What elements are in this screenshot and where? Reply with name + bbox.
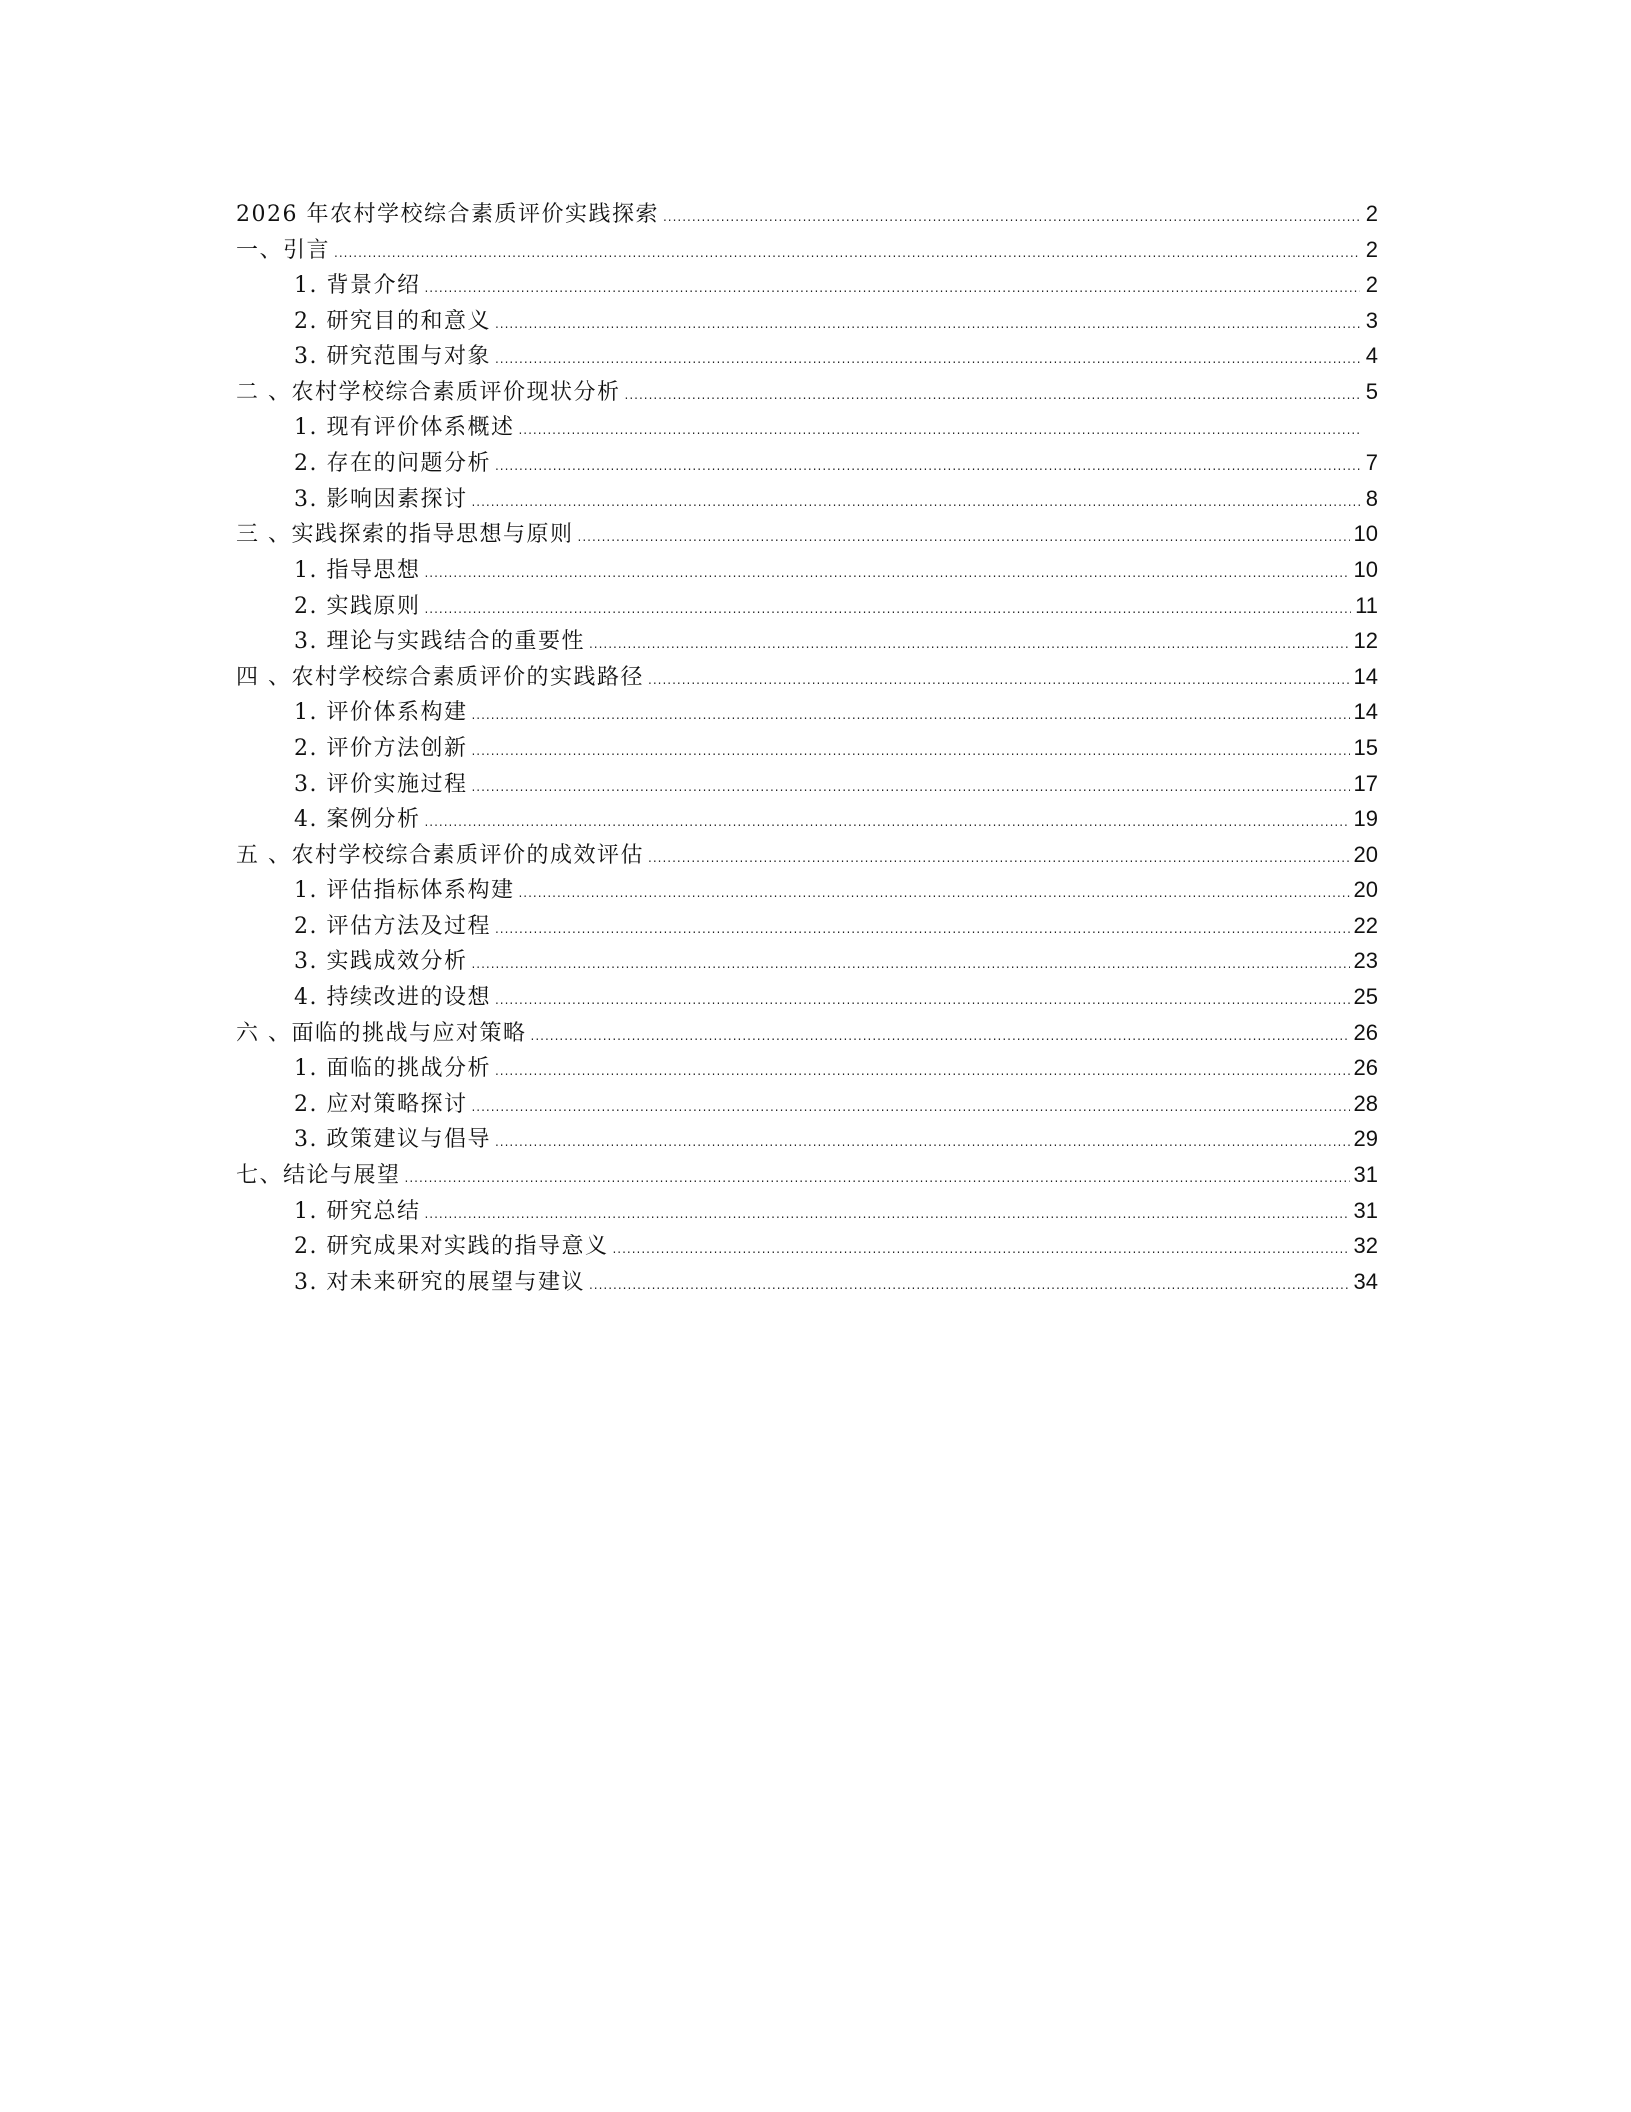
toc-dot-leader: [578, 520, 1350, 556]
toc-entry-page: 2: [1365, 236, 1378, 262]
toc-entry-page: 26: [1353, 1019, 1378, 1045]
toc-entry[interactable]: [236, 1193, 1378, 1229]
toc-entry[interactable]: [236, 481, 1378, 517]
toc-entry-page: 22: [1353, 912, 1378, 938]
toc-entry-page: 25: [1353, 984, 1378, 1010]
toc-entry[interactable]: [236, 1050, 1378, 1086]
toc-entry[interactable]: [236, 303, 1378, 339]
toc-dot-leader: [495, 1125, 1350, 1161]
toc-dot-leader: [424, 271, 1360, 307]
toc-entry[interactable]: [236, 552, 1378, 588]
toc-entry[interactable]: [236, 979, 1378, 1015]
toc-entry-page: 17: [1353, 770, 1378, 796]
toc-entry[interactable]: [236, 374, 1378, 410]
toc-entry[interactable]: [236, 410, 1378, 446]
toc-entry-page: 32: [1353, 1233, 1378, 1259]
toc-entry-title: 4. 案例分析: [294, 807, 421, 833]
toc-dot-leader: [471, 734, 1349, 770]
toc-entry[interactable]: [236, 837, 1378, 873]
toc-entry-title: 六 、面临的挑战与应对策略: [236, 1020, 527, 1046]
toc-dot-leader: [334, 236, 1360, 272]
toc-entry-title: 二 、农村学校综合素质评价现状分析: [236, 379, 621, 405]
toc-entry-title: 2. 研究成果对实践的指导意义: [294, 1234, 609, 1260]
toc-entry[interactable]: [236, 623, 1378, 659]
toc-entry-page: 20: [1353, 877, 1378, 903]
toc-dot-leader: [471, 1090, 1349, 1126]
toc-entry[interactable]: [236, 1264, 1378, 1300]
toc-entry[interactable]: [236, 196, 1378, 232]
toc-entry-title: 4. 持续改进的设想: [294, 985, 491, 1011]
toc-entry-title: 2. 评价方法创新: [294, 735, 468, 761]
toc-dot-leader: [495, 983, 1350, 1019]
toc-entry-title: 2. 应对策略探讨: [294, 1091, 468, 1117]
toc-dot-leader: [495, 1054, 1350, 1090]
toc-dot-leader: [471, 485, 1360, 521]
toc-dot-leader: [424, 805, 1349, 841]
toc-entry[interactable]: [236, 659, 1378, 695]
toc-dot-leader: [424, 1197, 1349, 1233]
toc-dot-leader: [625, 378, 1361, 414]
toc-entry[interactable]: [236, 1086, 1378, 1122]
toc-dot-leader: [424, 592, 1351, 628]
toc-entry-title: 三 、实践探索的指导思想与原则: [236, 522, 574, 548]
toc-entry[interactable]: [236, 1015, 1378, 1051]
toc-dot-leader: [471, 947, 1349, 983]
toc-entry-title: 2. 实践原则: [294, 593, 421, 619]
toc-entry-title: 3. 研究范围与对象: [294, 344, 491, 370]
toc-dot-leader: [612, 1232, 1349, 1268]
toc-entry-page: 14: [1353, 699, 1378, 725]
toc-entry-page: 10: [1353, 521, 1378, 547]
toc-dot-leader: [531, 1019, 1350, 1055]
toc-entry-title: 3. 影响因素探讨: [294, 486, 468, 512]
toc-dot-leader: [405, 1161, 1350, 1197]
toc-entry-title: 2. 评估方法及过程: [294, 913, 491, 939]
toc-dot-leader: [495, 307, 1360, 343]
toc-entry-page: 8: [1365, 485, 1378, 511]
toc-dot-leader: [518, 876, 1349, 912]
toc-dot-leader: [495, 342, 1360, 378]
toc-dot-leader: [495, 449, 1360, 485]
toc-entry[interactable]: [236, 694, 1378, 730]
toc-entry-title: 1. 现有评价体系概述: [294, 414, 515, 440]
toc-entry[interactable]: [236, 943, 1378, 979]
toc-entry-page: 3: [1365, 307, 1378, 333]
toc-entry-page: 14: [1353, 663, 1378, 689]
toc-entry[interactable]: [236, 267, 1378, 303]
toc-entry[interactable]: [236, 730, 1378, 766]
toc-entry-title: 3. 政策建议与倡导: [294, 1127, 491, 1153]
toc-entry[interactable]: [236, 801, 1378, 837]
toc-entry-title: 1. 评估指标体系构建: [294, 878, 515, 904]
toc-dot-leader: [471, 770, 1349, 806]
toc-entry-title: 1. 研究总结: [294, 1198, 421, 1224]
toc-dot-leader: [663, 200, 1360, 236]
toc-entry-page: 29: [1353, 1126, 1378, 1152]
toc-entry-page: 19: [1353, 806, 1378, 832]
toc-entry-page: 31: [1353, 1197, 1378, 1223]
toc-entry-page: 12: [1353, 628, 1378, 654]
toc-entry-title: 2. 存在的问题分析: [294, 451, 491, 477]
toc-entry[interactable]: [236, 516, 1378, 552]
toc-entry-page: 34: [1353, 1268, 1378, 1294]
toc-dot-leader: [424, 556, 1349, 592]
toc-entry-page: 10: [1353, 556, 1378, 582]
toc-entry[interactable]: [236, 766, 1378, 802]
toc-entry[interactable]: [236, 338, 1378, 374]
toc-dot-leader: [471, 698, 1349, 734]
toc-entry-page: 28: [1353, 1090, 1378, 1116]
toc-entry-title: 1. 背景介绍: [294, 273, 421, 299]
toc-entry-title: 3. 评价实施过程: [294, 771, 468, 797]
toc-entry[interactable]: [236, 908, 1378, 944]
toc-entry-title: 1. 评价体系构建: [294, 700, 468, 726]
toc-entry-page: 4: [1365, 343, 1378, 369]
toc-entry-title: 3. 对未来研究的展望与建议: [294, 1269, 585, 1295]
toc-entry-title: 1. 面临的挑战分析: [294, 1056, 491, 1082]
toc-entry[interactable]: [236, 872, 1378, 908]
toc-entry-page: 31: [1353, 1162, 1378, 1188]
toc-entry-page: 15: [1353, 734, 1378, 760]
toc-entry[interactable]: [236, 1228, 1378, 1264]
toc-entry-title: 3. 实践成效分析: [294, 949, 468, 975]
toc-entry[interactable]: [236, 232, 1378, 268]
toc-dot-leader: [589, 1268, 1350, 1304]
toc-entry-title: 2026 年农村学校综合素质评价实践探索: [236, 202, 659, 227]
toc-entry-page: 7: [1365, 450, 1378, 476]
toc-entry-title: 1. 指导思想: [294, 557, 421, 583]
toc-entry-page: 23: [1353, 948, 1378, 974]
toc-entry-title: 一、引言: [236, 237, 331, 263]
toc-dot-leader: [495, 912, 1350, 948]
toc-entry[interactable]: [236, 1121, 1378, 1157]
toc-entry-title: 七、结论与展望: [236, 1163, 401, 1189]
toc-entry-page: 2: [1365, 201, 1378, 226]
toc-entry-title: 四 、农村学校综合素质评价的实践路径: [236, 664, 644, 690]
toc-dot-leader: [589, 627, 1350, 663]
toc-entry-page: 20: [1353, 841, 1378, 867]
toc-entry-title: 2. 研究目的和意义: [294, 308, 491, 334]
table-of-contents: [236, 196, 1378, 1299]
toc-entry[interactable]: [236, 445, 1378, 481]
toc-entry-page: 11: [1355, 592, 1378, 618]
toc-entry-page: 5: [1365, 378, 1378, 404]
toc-entry[interactable]: [236, 1157, 1378, 1193]
toc-entry[interactable]: [236, 588, 1378, 624]
toc-entry-title: 五 、农村学校综合素质评价的成效评估: [236, 842, 644, 868]
toc-entry-page: 26: [1353, 1055, 1378, 1081]
toc-dot-leader: [518, 413, 1360, 449]
toc-entry-page: 2: [1365, 272, 1378, 298]
toc-entry-title: 3. 理论与实践结合的重要性: [294, 629, 585, 655]
toc-dot-leader: [648, 841, 1350, 877]
toc-dot-leader: [648, 663, 1350, 699]
